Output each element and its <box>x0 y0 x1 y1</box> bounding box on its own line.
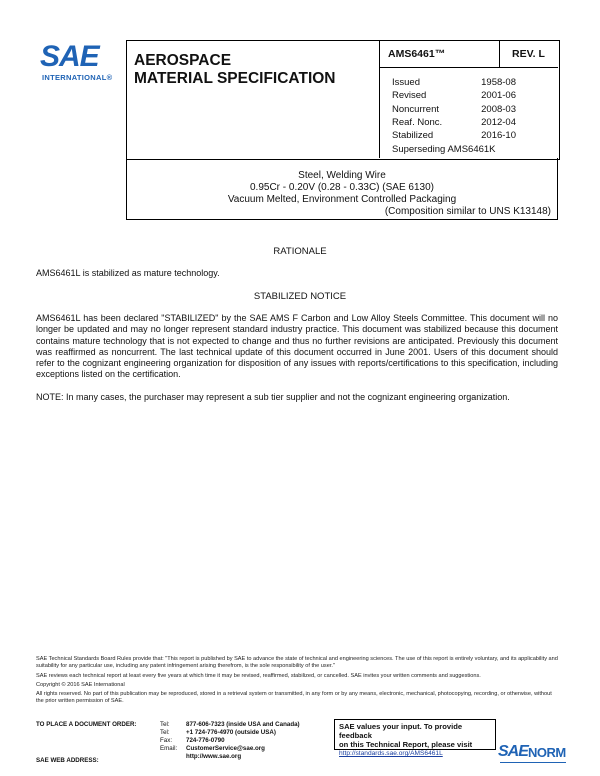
web-address-label: SAE WEB ADDRESS: <box>36 757 99 764</box>
sae-norm-logo <box>498 743 568 769</box>
superseding-note: Superseding AMS6461K <box>392 144 496 155</box>
subject-line4: (Composition similar to UNS K13148) <box>384 206 551 217</box>
revision: REV. L <box>512 48 545 60</box>
rationale-heading: RATIONALE <box>273 246 327 257</box>
revision-cell <box>500 40 558 68</box>
date-value: 2016-10 <box>481 130 516 142</box>
feedback-line1: SAE values your input. To provide feedback <box>339 722 463 740</box>
contact-value: 877-606-7323 (inside USA and Canada) <box>186 721 300 728</box>
contact-key: Tel: <box>160 721 170 728</box>
sae-web-link[interactable]: http://www.sae.org <box>186 753 242 760</box>
contact-row <box>160 753 300 761</box>
footer-notes <box>36 656 558 708</box>
date-row <box>392 76 516 89</box>
date-row <box>392 89 516 102</box>
sae-norm-logo-word: NORM <box>528 745 566 760</box>
subject-line2: 0.95Cr - 0.20V (0.28 - 0.33C) (SAE 6130) <box>250 182 434 193</box>
sae-logo-wordmark: SAE <box>40 40 99 73</box>
date-label: Revised <box>392 90 427 102</box>
date-value: 2008-03 <box>481 103 516 115</box>
date-value: 2001-06 <box>481 90 516 102</box>
date-label: Reaf. Nonc. <box>392 116 443 128</box>
doc-type-line2: MATERIAL SPECIFICATION <box>134 70 336 87</box>
date-label: Issued <box>392 77 420 88</box>
date-list <box>392 76 516 142</box>
feedback-line2: on this Technical Report, please visit <box>339 740 473 749</box>
contact-list <box>160 721 300 761</box>
doc-number: AMS6461™ <box>388 48 446 60</box>
sae-logo-subtext: INTERNATIONAL® <box>42 73 113 82</box>
subject-line1: Steel, Welding Wire <box>298 170 386 181</box>
sae-norm-logo-rule <box>500 762 566 763</box>
contact-key <box>160 753 186 761</box>
subject-box <box>126 158 558 220</box>
date-row <box>392 129 516 142</box>
contact-row <box>160 737 300 745</box>
note-text: NOTE: In many cases, the purchaser may represent a sub tier supplier and not the cognizant engineering organization. <box>36 392 510 402</box>
footer-copyright: Copyright © 2016 SAE International <box>36 681 125 688</box>
contact-row <box>160 721 300 729</box>
feedback-box <box>334 719 496 757</box>
subject-line3: Vacuum Melted, Environment Controlled Packaging <box>227 194 457 205</box>
contact-key: Fax: <box>160 737 173 744</box>
doc-type-line1: AEROSPACE <box>134 52 232 69</box>
feedback-link[interactable]: http://standards.sae.org/AMS6461L <box>339 750 443 757</box>
contact-row <box>160 729 300 737</box>
date-label: Stabilized <box>392 130 434 142</box>
date-row <box>392 103 516 116</box>
contact-key: Email: <box>160 745 178 752</box>
stabilized-notice-text: AMS6461L has been declared "STABILIZED" by the SAE AMS F Carbon and Low Alloy Steels Committee. This document will no longer be updated and may no longer represent standard industry practice. This document was stabilized because this document contains mature technology that is not expected to change and thus no further revisions are anticipated. Previously this document was reaffirmed as noncurrent. The last technical update of this document occurred in June 2001. Users of this document should refer to the cognizant engineering organization for disposition of any issues with reports/certifications to this specification, including exceptions listed on the certification. <box>36 313 558 380</box>
contact-email[interactable]: CustomerService@sae.org <box>186 745 265 752</box>
date-row <box>392 116 516 129</box>
date-label: Noncurrent <box>392 103 439 115</box>
sae-logo <box>36 40 126 86</box>
title-cell <box>126 40 380 158</box>
footer-rights: All rights reserved. No part of this publication may be reproduced, stored in a retrieval system or transmitted, in any form or by any means, electronic, mechanical, photocopying, recording, or otherwise, without the prior written permission of SAE. <box>36 691 552 705</box>
doc-number-cell <box>380 40 500 68</box>
sae-norm-logo-mark: SAE <box>498 743 528 760</box>
order-label: TO PLACE A DOCUMENT ORDER: <box>36 721 137 728</box>
contact-value: +1 724-776-4970 (outside USA) <box>186 729 276 736</box>
footer-note-review: SAE reviews each technical report at least every five years at which time it may be revised, reaffirmed, stabilized, or cancelled. SAE invites your written comments and suggestions. <box>36 672 481 679</box>
footer-note-rules: SAE Technical Standards Board Rules provide that: "This report is published by SAE to advance the state of technical and engineering sciences. The use of this report is entirely voluntary, and its applicability and suitability for any particular use, including any patent infringement arising therefrom, is the sole responsibility of the user." <box>36 656 558 670</box>
contact-value: 724-776-0790 <box>186 737 225 744</box>
contact-key: Tel: <box>160 729 170 736</box>
contact-row <box>160 745 300 753</box>
rationale-text: AMS6461L is stabilized as mature technology. <box>36 268 220 278</box>
date-value: 1958-08 <box>481 77 516 88</box>
date-value: 2012-04 <box>481 116 516 128</box>
stabilized-notice-heading: STABILIZED NOTICE <box>253 291 347 302</box>
